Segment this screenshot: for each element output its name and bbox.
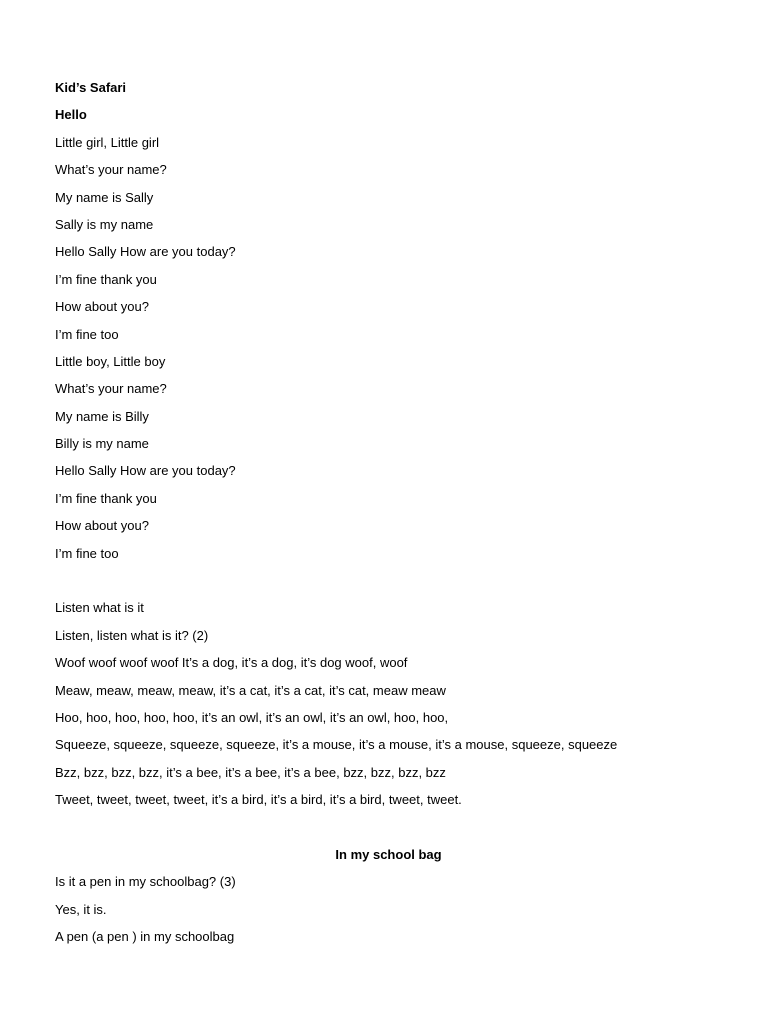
document-page (55, 74, 722, 951)
lyric-line: Hoo, hoo, hoo, hoo, hoo, it’s an owl, it’s an owl, it’s an owl, hoo, hoo, (55, 709, 449, 725)
lyric-line: Woof woof woof woof It’s a dog, it’s a dog, it’s dog woof, woof (55, 655, 408, 671)
lyric-line: Tweet, tweet, tweet, tweet, it’s a bird, it’s a bird, it’s a bird, tweet, tweet. (55, 792, 462, 808)
paragraph-spacer (55, 814, 722, 841)
lyric-line: I’m fine thank you (55, 271, 157, 287)
paragraph-spacer (55, 567, 722, 594)
lyric-line: Meaw, meaw, meaw, meaw, it’s a cat, it’s a cat, it’s cat, meaw meaw (55, 682, 446, 698)
lyric-line: Sally is my name (55, 216, 154, 232)
lyric-line: A pen (a pen ) in my schoolbag (55, 929, 235, 945)
lyric-line: My name is Billy (55, 408, 149, 424)
lyric-line: Hello Sally How are you today? (55, 244, 236, 260)
lyric-line: Bzz, bzz, bzz, bzz, it’s a bee, it’s a bee, it’s a bee, bzz, bzz, bzz, bzz (55, 764, 446, 780)
lyric-line: Little girl, Little girl (55, 134, 160, 150)
lyric-line: Little boy, Little boy (55, 353, 166, 369)
lyric-line: Listen, listen what is it? (2) (55, 627, 209, 643)
document-title: Kid’s Safari (55, 80, 127, 95)
lyric-line: Hello Sally How are you today? (55, 463, 236, 479)
lyric-line: I’m fine thank you (55, 490, 157, 506)
lyric-line: What’s your name? (55, 381, 167, 397)
lyric-line: I’m fine too (55, 545, 119, 561)
song-hello-heading: Hello (55, 107, 87, 123)
lyric-line: I’m fine too (55, 326, 119, 342)
lyric-line: What’s your name? (55, 162, 167, 178)
lyric-line: My name is Sally (55, 189, 154, 205)
lyric-line: Billy is my name (55, 436, 149, 452)
lyric-line: Is it a pen in my schoolbag? (3) (55, 874, 236, 890)
song-school-bag-heading: In my school bag (335, 846, 442, 862)
lyric-line: How about you? (55, 518, 149, 534)
lyric-line: How about you? (55, 299, 149, 315)
lyric-line: Yes, it is. (55, 901, 107, 917)
song-listen-heading: Listen what is it (55, 600, 144, 616)
lyric-line: Squeeze, squeeze, squeeze, squeeze, it’s a mouse, it’s a mouse, it’s a mouse, squeeze, squeeze (55, 737, 618, 753)
